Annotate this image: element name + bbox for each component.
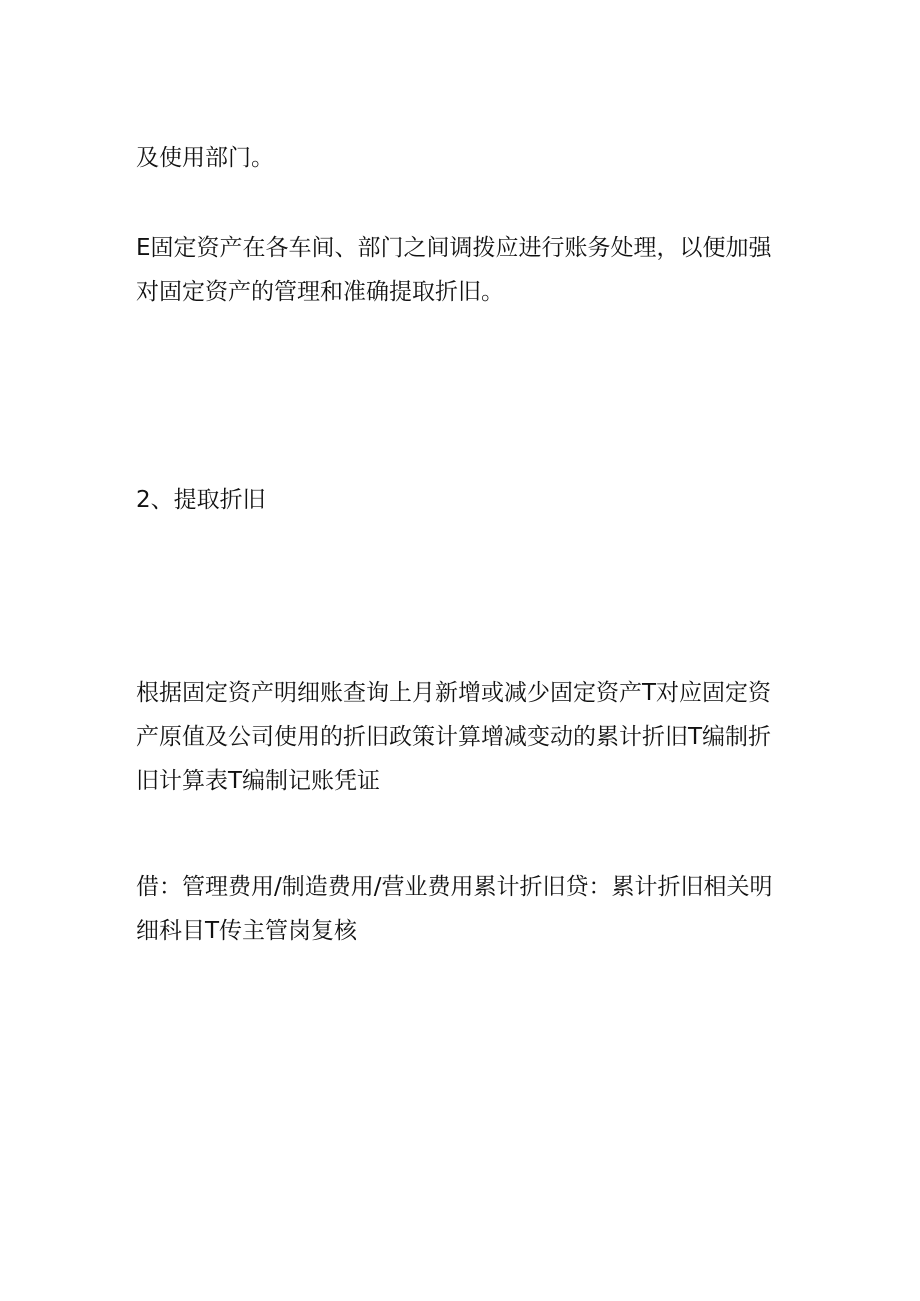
text-line: 旧计算表T编制记账凭证: [136, 768, 381, 794]
text-line: 细科目T传主管岗复核: [136, 918, 358, 944]
paragraph-depreciation-procedure: [136, 671, 796, 803]
paragraph-asset-transfer: [136, 226, 796, 314]
text-line: 对固定资产的管理和准确提取折旧。: [136, 279, 504, 305]
text-line: 根据固定资产明细账查询上月新增或减少固定资产T对应固定资: [136, 680, 772, 706]
text-line: 及使用部门。: [136, 145, 274, 171]
paragraph-journal-entry: [136, 865, 796, 953]
section-heading-depreciation: [136, 478, 796, 522]
text-line: 产原值及公司使用的折旧政策计算增减变动的累计折旧T编制折: [136, 724, 772, 750]
text-line: 借：管理费用/制造费用/营业费用累计折旧贷：累计折旧相关明: [136, 874, 773, 900]
text-line: E固定资产在各车间、部门之间调拨应进行账务处理，以便加强: [136, 235, 772, 261]
paragraph-department-usage: [136, 136, 796, 180]
text-line: 2、提取折旧: [136, 487, 266, 513]
